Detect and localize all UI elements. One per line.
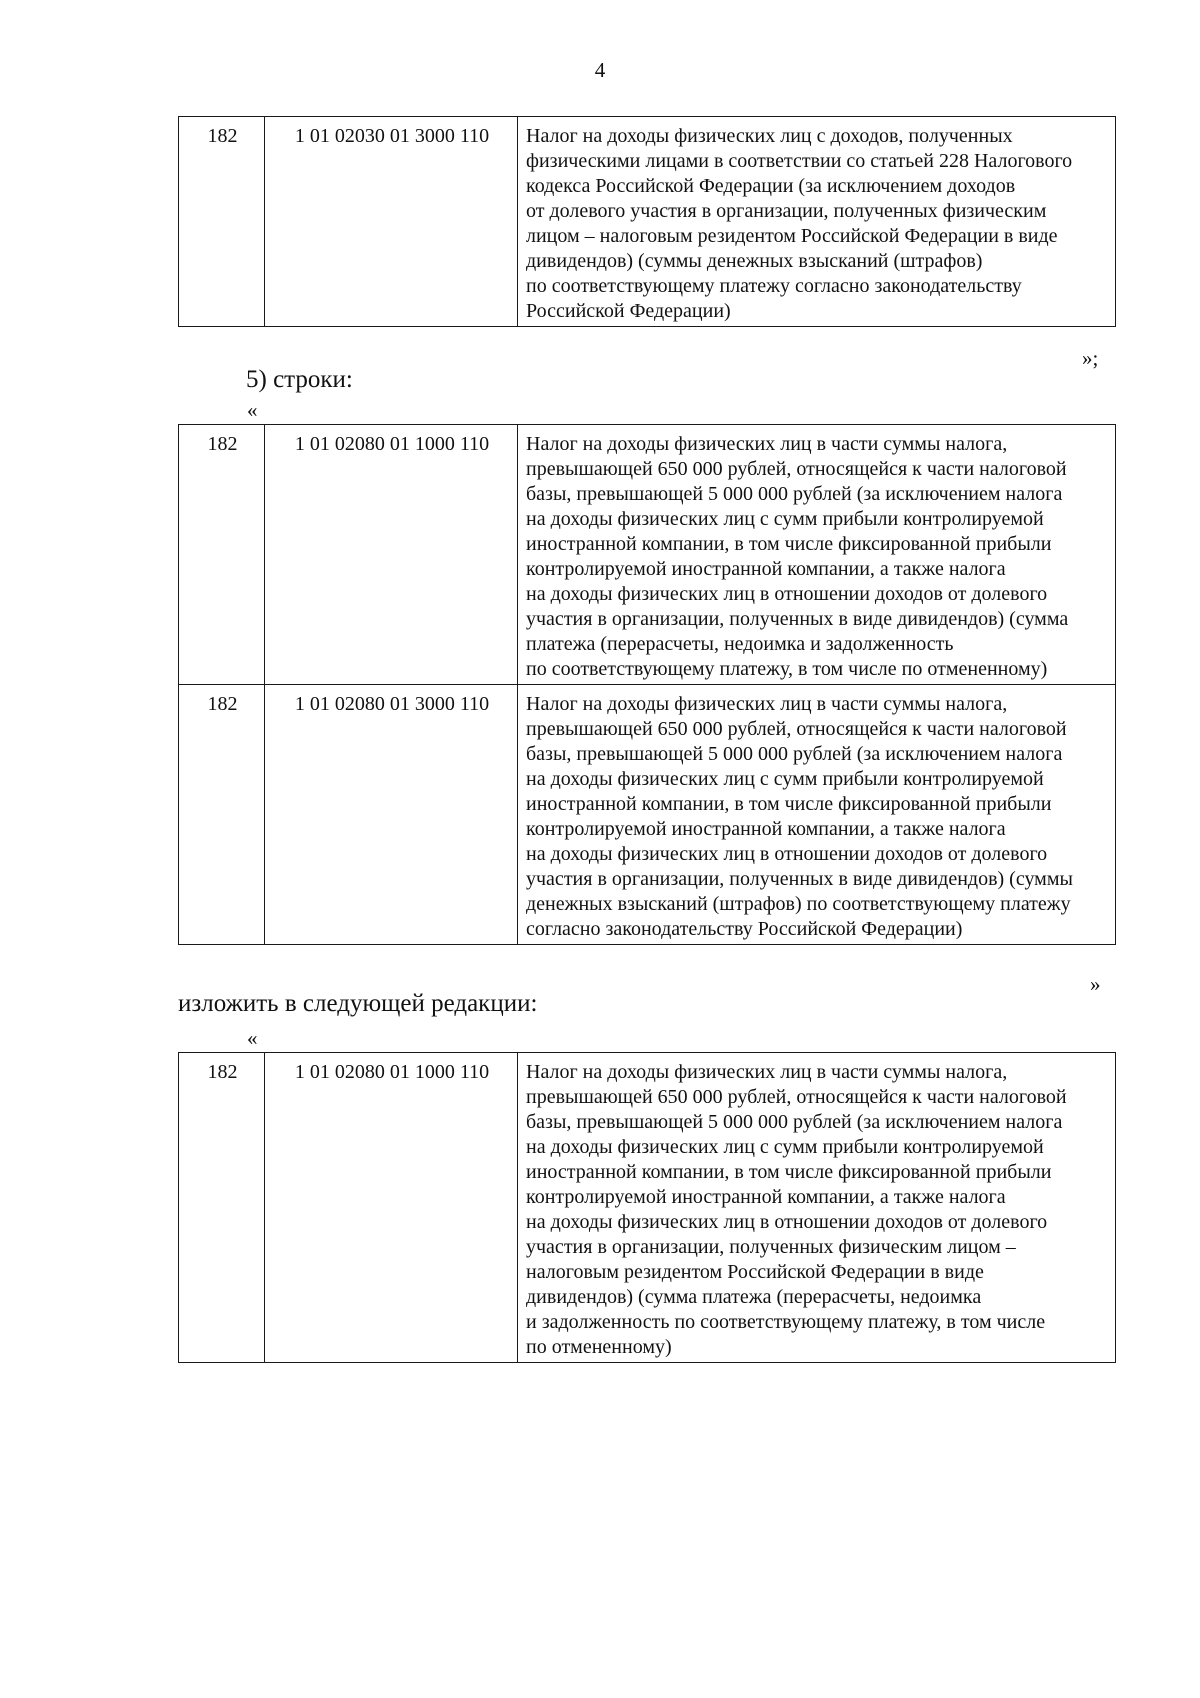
description-line: превышающей 650 000 рублей, относящейся к части налоговой — [526, 1086, 1067, 1108]
description-line: по соответствующему платежу, в том числе по отмененному) — [526, 658, 1048, 680]
description-line: участия в организации, полученных в виде дивидендов) (суммы — [526, 868, 1073, 890]
admin-code-cell: 182 — [179, 117, 265, 327]
description-line: иностранной компании, в том числе фиксированной прибыли — [526, 793, 1052, 815]
description-line: денежных взысканий (штрафов) по соответствующему платежу — [526, 893, 1071, 915]
table-row — [179, 117, 1116, 327]
table-row — [179, 425, 1116, 685]
description-line: по отмененному) — [526, 1336, 672, 1358]
description-line: базы, превышающей 5 000 000 рублей (за исключением налога — [526, 1111, 1063, 1133]
description-line: Налог на доходы физических лиц в части суммы налога, — [526, 433, 1008, 455]
description-line: превышающей 650 000 рублей, относящейся к части налоговой — [526, 458, 1067, 480]
edition-text: изложить в следующей редакции: — [178, 990, 538, 1017]
opening-quote: « — [247, 398, 258, 422]
description-line: базы, превышающей 5 000 000 рублей (за исключением налога — [526, 743, 1063, 765]
description-line: дивидендов) (сумма платежа (перерасчеты, недоимка — [526, 1286, 982, 1308]
description-line: дивидендов) (суммы денежных взысканий (штрафов) — [526, 250, 983, 272]
description-line: участия в организации, полученных физическим лицом – — [526, 1236, 1016, 1258]
description-cell — [518, 685, 1116, 945]
budget-code-cell: 1 01 02030 01 3000 110 — [265, 117, 518, 327]
description-line: физическими лицами в соответствии со статьей 228 Налогового — [526, 150, 1073, 172]
description-line: участия в организации, полученных в виде дивидендов) (сумма — [526, 608, 1069, 630]
budget-code-cell: 1 01 02080 01 3000 110 — [265, 685, 518, 945]
description-line: Налог на доходы физических лиц в части суммы налога, — [526, 693, 1008, 715]
table-row — [179, 685, 1116, 945]
budget-code-cell: 1 01 02080 01 1000 110 — [265, 425, 518, 685]
closing-quote: »; — [1082, 346, 1099, 370]
description-line: от долевого участия в организации, полученных физическим — [526, 200, 1047, 222]
code-table-1 — [178, 116, 1116, 327]
section-heading: 5) строки: — [246, 366, 353, 393]
closing-quote: » — [1090, 972, 1101, 996]
description-line: базы, превышающей 5 000 000 рублей (за исключением налога — [526, 483, 1063, 505]
description-line: платежа (перерасчеты, недоимка и задолженность — [526, 633, 954, 655]
description-line: по соответствующему платежу согласно законодательству — [526, 275, 1022, 297]
code-table-2 — [178, 424, 1116, 945]
description-line: превышающей 650 000 рублей, относящейся к части налоговой — [526, 718, 1067, 740]
budget-code-cell: 1 01 02080 01 1000 110 — [265, 1053, 518, 1363]
description-line: и задолженность по соответствующему платежу, в том числе — [526, 1311, 1046, 1333]
description-line: иностранной компании, в том числе фиксированной прибыли — [526, 533, 1052, 555]
code-table-3 — [178, 1052, 1116, 1363]
description-line: на доходы физических лиц с сумм прибыли контролируемой — [526, 508, 1044, 530]
description-line: на доходы физических лиц с сумм прибыли контролируемой — [526, 768, 1044, 790]
description-line: кодекса Российской Федерации (за исключением доходов — [526, 175, 1016, 197]
description-line: на доходы физических лиц с сумм прибыли контролируемой — [526, 1136, 1044, 1158]
admin-code-cell: 182 — [179, 685, 265, 945]
table-row — [179, 1053, 1116, 1363]
description-cell — [518, 1053, 1116, 1363]
description-line: на доходы физических лиц в отношении доходов от долевого — [526, 843, 1048, 865]
admin-code-cell: 182 — [179, 1053, 265, 1363]
page-number: 4 — [594, 58, 606, 82]
description-line: Налог на доходы физических лиц в части суммы налога, — [526, 1061, 1008, 1083]
admin-code-cell: 182 — [179, 425, 265, 685]
description-line: согласно законодательству Российской Федерации) — [526, 918, 963, 940]
opening-quote: « — [247, 1026, 258, 1050]
description-line: Российской Федерации) — [526, 300, 731, 322]
description-line: контролируемой иностранной компании, а также налога — [526, 1186, 1006, 1208]
description-line: Налог на доходы физических лиц с доходов, полученных — [526, 125, 1013, 147]
description-cell — [518, 117, 1116, 327]
description-line: на доходы физических лиц в отношении доходов от долевого — [526, 583, 1048, 605]
description-cell — [518, 425, 1116, 685]
description-line: лицом – налоговым резидентом Российской Федерации в виде — [526, 225, 1058, 247]
description-line: иностранной компании, в том числе фиксированной прибыли — [526, 1161, 1052, 1183]
description-line: на доходы физических лиц в отношении доходов от долевого — [526, 1211, 1048, 1233]
description-line: контролируемой иностранной компании, а также налога — [526, 558, 1006, 580]
description-line: налоговым резидентом Российской Федерации в виде — [526, 1261, 984, 1283]
description-line: контролируемой иностранной компании, а также налога — [526, 818, 1006, 840]
